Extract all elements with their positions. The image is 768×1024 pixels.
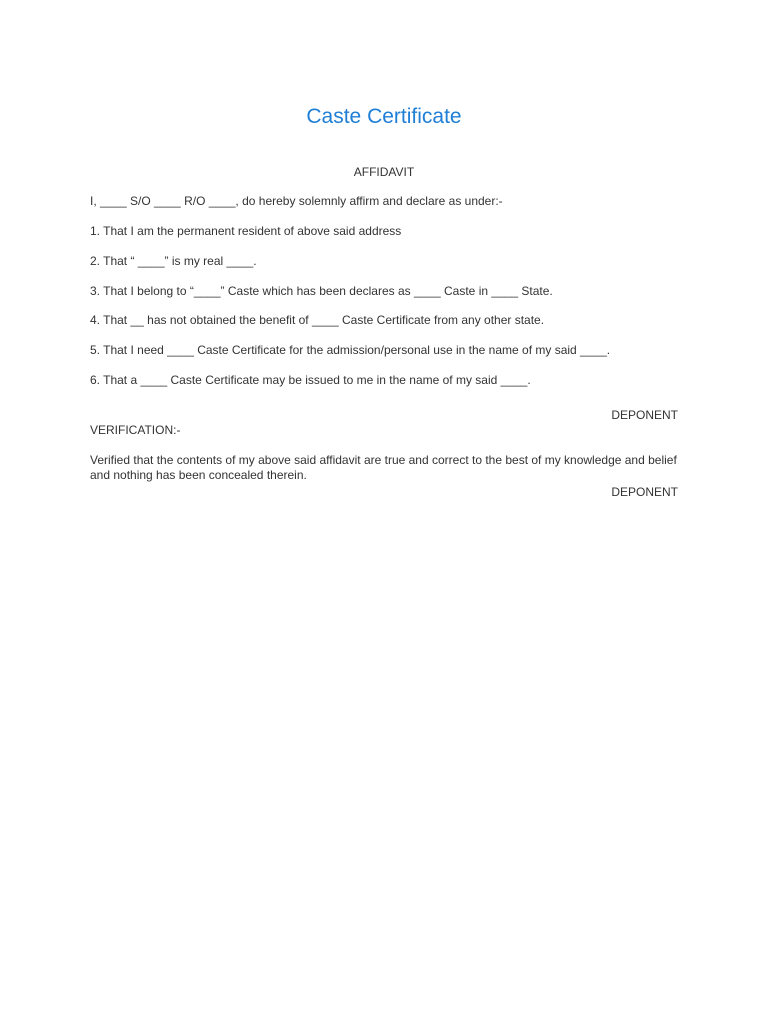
verification-heading: VERIFICATION:- [90,423,181,437]
declaration-item-2: 2. That “ ____” is my real ____. [90,254,257,268]
affidavit-heading: AFFIDAVIT [353,165,415,179]
declaration-item-3: 3. That I belong to “____” Caste which has been declares as ____ Caste in ____ State. [90,284,553,298]
deponent-label-1: DEPONENT [611,408,678,422]
verification-paragraph: Verified that the contents of my above said affidavit are true and correct to the best of my knowledge and belief and nothing has been concealed therein. [90,453,677,482]
document-title: Caste Certificate [306,105,462,128]
intro-paragraph: I, ____ S/O ____ R/O ____, do hereby solemnly affirm and declare as under:- [90,194,503,208]
declaration-item-5: 5. That I need ____ Caste Certificate for the admission/personal use in the name of my said ____. [90,343,611,357]
declaration-item-4: 4. That __ has not obtained the benefit of ____ Caste Certificate from any other state. [90,313,545,327]
declaration-item-1: 1. That I am the permanent resident of above said address [90,224,402,238]
declaration-item-6: 6. That a ____ Caste Certificate may be issued to me in the name of my said ____. [90,373,531,387]
deponent-label-2: DEPONENT [611,485,678,499]
